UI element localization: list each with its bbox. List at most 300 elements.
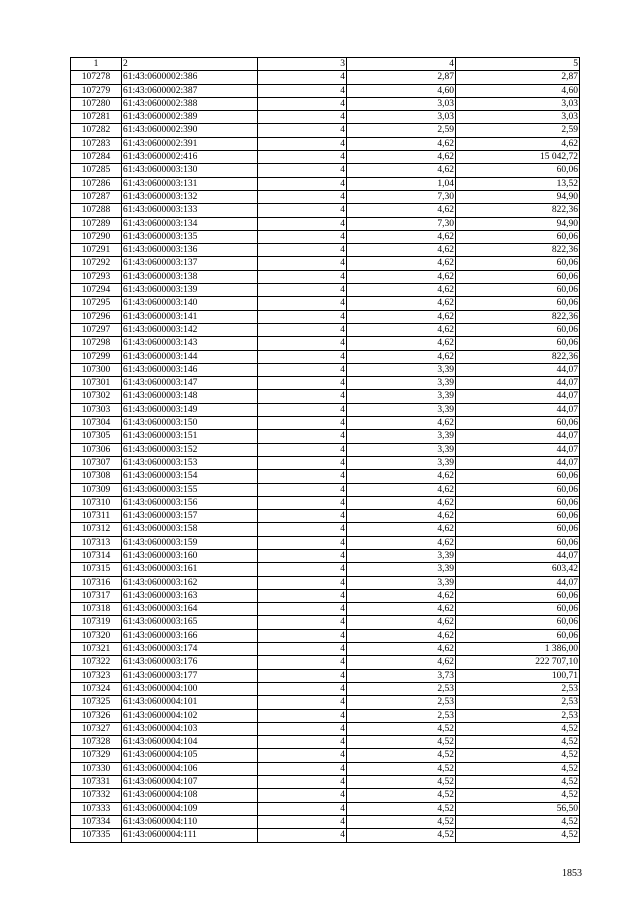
amount-cell: 222 707,10 — [456, 656, 580, 669]
category-cell: 4 — [258, 297, 347, 310]
row-number-cell: 107313 — [71, 536, 122, 549]
cadastral-number-cell: 61:43:0600003:163 — [122, 589, 258, 602]
amount-cell: 15 042,72 — [456, 151, 580, 164]
amount-cell: 822,36 — [456, 350, 580, 363]
amount-cell: 1 386,00 — [456, 643, 580, 656]
rate-cell: 4,52 — [347, 789, 456, 802]
rate-cell: 4,62 — [347, 629, 456, 642]
table-row — [71, 643, 580, 656]
table-row — [71, 656, 580, 669]
table-row — [71, 709, 580, 722]
rate-cell: 4,62 — [347, 137, 456, 150]
cadastral-number-cell: 61:43:0600003:135 — [122, 230, 258, 243]
rate-cell: 4,62 — [347, 510, 456, 523]
table-row — [71, 682, 580, 695]
row-number-cell: 107325 — [71, 696, 122, 709]
row-number-cell: 107335 — [71, 829, 122, 842]
rate-cell: 3,39 — [347, 390, 456, 403]
rate-cell: 4,60 — [347, 84, 456, 97]
amount-cell: 60,06 — [456, 496, 580, 509]
amount-cell: 822,36 — [456, 310, 580, 323]
rate-cell: 3,39 — [347, 363, 456, 376]
cadastral-number-cell: 61:43:0600003:143 — [122, 337, 258, 350]
category-cell: 4 — [258, 244, 347, 257]
table-row — [71, 815, 580, 828]
category-cell: 4 — [258, 430, 347, 443]
rate-cell: 4,62 — [347, 350, 456, 363]
rate-cell: 3,39 — [347, 377, 456, 390]
amount-cell: 2,59 — [456, 124, 580, 137]
table-row — [71, 563, 580, 576]
amount-cell: 44,07 — [456, 377, 580, 390]
table-row — [71, 616, 580, 629]
rate-cell: 4,62 — [347, 643, 456, 656]
row-number-cell: 107294 — [71, 284, 122, 297]
row-number-cell: 107284 — [71, 151, 122, 164]
category-cell: 4 — [258, 709, 347, 722]
table-row — [71, 151, 580, 164]
table-row — [71, 111, 580, 124]
table-row — [71, 829, 580, 842]
rate-cell: 4,52 — [347, 829, 456, 842]
category-cell: 4 — [258, 190, 347, 203]
rate-cell: 3,39 — [347, 403, 456, 416]
amount-cell: 100,71 — [456, 669, 580, 682]
amount-cell: 60,06 — [456, 297, 580, 310]
cadastral-number-cell: 61:43:0600002:386 — [122, 71, 258, 84]
table-row — [71, 403, 580, 416]
category-cell: 4 — [258, 177, 347, 190]
table-row — [71, 244, 580, 257]
table-row — [71, 496, 580, 509]
rate-cell: 7,30 — [347, 217, 456, 230]
cadastral-number-cell: 61:43:0600003:131 — [122, 177, 258, 190]
row-number-cell: 107312 — [71, 523, 122, 536]
category-cell: 4 — [258, 151, 347, 164]
amount-cell: 60,06 — [456, 323, 580, 336]
table-row — [71, 749, 580, 762]
rate-cell: 4,62 — [347, 310, 456, 323]
row-number-cell: 107323 — [71, 669, 122, 682]
row-number-cell: 107278 — [71, 71, 122, 84]
category-cell: 4 — [258, 536, 347, 549]
category-cell: 4 — [258, 97, 347, 110]
rate-cell: 4,52 — [347, 815, 456, 828]
cadastral-number-cell: 61:43:0600002:387 — [122, 84, 258, 97]
amount-cell: 4,52 — [456, 762, 580, 775]
table-row — [71, 589, 580, 602]
category-cell: 4 — [258, 71, 347, 84]
category-cell: 4 — [258, 84, 347, 97]
table-row — [71, 430, 580, 443]
rate-cell: 1,04 — [347, 177, 456, 190]
table-row — [71, 164, 580, 177]
row-number-cell: 107295 — [71, 297, 122, 310]
category-cell: 4 — [258, 124, 347, 137]
row-number-cell: 107305 — [71, 430, 122, 443]
cadastral-number-cell: 61:43:0600004:108 — [122, 789, 258, 802]
rate-cell: 4,62 — [347, 470, 456, 483]
category-cell: 4 — [258, 456, 347, 469]
amount-cell: 2,53 — [456, 709, 580, 722]
cadastral-number-cell: 61:43:0600003:176 — [122, 656, 258, 669]
table-row — [71, 536, 580, 549]
row-number-cell: 107303 — [71, 403, 122, 416]
table-row — [71, 776, 580, 789]
row-number-cell: 107330 — [71, 762, 122, 775]
amount-cell: 4,62 — [456, 137, 580, 150]
amount-cell: 44,07 — [456, 430, 580, 443]
cadastral-number-cell: 61:43:0600003:149 — [122, 403, 258, 416]
cadastral-number-cell: 61:43:0600003:134 — [122, 217, 258, 230]
table-row — [71, 483, 580, 496]
category-cell: 4 — [258, 217, 347, 230]
cadastral-number-cell: 61:43:0600004:100 — [122, 682, 258, 695]
rate-cell: 4,62 — [347, 523, 456, 536]
amount-cell: 60,06 — [456, 417, 580, 430]
table-row — [71, 417, 580, 430]
rate-cell: 3,39 — [347, 576, 456, 589]
cadastral-number-cell: 61:43:0600003:177 — [122, 669, 258, 682]
row-number-cell: 107297 — [71, 323, 122, 336]
category-cell: 4 — [258, 204, 347, 217]
category-cell: 4 — [258, 789, 347, 802]
cadastral-number-cell: 61:43:0600003:161 — [122, 563, 258, 576]
row-number-cell: 107300 — [71, 363, 122, 376]
amount-cell: 60,06 — [456, 603, 580, 616]
table-row — [71, 443, 580, 456]
row-number-cell: 107331 — [71, 776, 122, 789]
row-number-cell: 107322 — [71, 656, 122, 669]
category-cell: 4 — [258, 802, 347, 815]
table-row — [71, 523, 580, 536]
cadastral-number-cell: 61:43:0600003:162 — [122, 576, 258, 589]
cadastral-number-cell: 61:43:0600003:138 — [122, 270, 258, 283]
amount-cell: 4,52 — [456, 736, 580, 749]
category-cell: 4 — [258, 230, 347, 243]
row-number-cell: 107286 — [71, 177, 122, 190]
table-row — [71, 576, 580, 589]
category-cell: 4 — [258, 736, 347, 749]
row-number-cell: 107308 — [71, 470, 122, 483]
cadastral-number-cell: 61:43:0600003:137 — [122, 257, 258, 270]
table-row — [71, 270, 580, 283]
cadastral-number-cell: 61:43:0600003:150 — [122, 417, 258, 430]
amount-cell: 4,52 — [456, 829, 580, 842]
category-cell: 4 — [258, 377, 347, 390]
table-row — [71, 603, 580, 616]
row-number-cell: 107281 — [71, 111, 122, 124]
cadastral-number-cell: 61:43:0600002:391 — [122, 137, 258, 150]
table-row — [71, 137, 580, 150]
amount-cell: 44,07 — [456, 403, 580, 416]
row-number-cell: 107285 — [71, 164, 122, 177]
category-cell: 4 — [258, 776, 347, 789]
amount-cell: 60,06 — [456, 337, 580, 350]
table-row — [71, 736, 580, 749]
rate-cell: 3,39 — [347, 549, 456, 562]
row-number-cell: 107321 — [71, 643, 122, 656]
cadastral-number-cell: 61:43:0600003:148 — [122, 390, 258, 403]
category-cell: 4 — [258, 815, 347, 828]
cadastral-number-cell: 61:43:0600003:174 — [122, 643, 258, 656]
table-row — [71, 297, 580, 310]
category-cell: 4 — [258, 310, 347, 323]
rate-cell: 2,53 — [347, 696, 456, 709]
category-cell: 4 — [258, 483, 347, 496]
rate-cell: 4,52 — [347, 762, 456, 775]
row-number-cell: 107298 — [71, 337, 122, 350]
category-cell: 4 — [258, 164, 347, 177]
amount-cell: 4,52 — [456, 722, 580, 735]
table-row — [71, 284, 580, 297]
category-cell: 4 — [258, 496, 347, 509]
row-number-cell: 107293 — [71, 270, 122, 283]
row-number-cell: 107290 — [71, 230, 122, 243]
rate-cell: 4,62 — [347, 257, 456, 270]
amount-cell: 4,52 — [456, 815, 580, 828]
amount-cell: 13,52 — [456, 177, 580, 190]
cadastral-number-cell: 61:43:0600003:142 — [122, 323, 258, 336]
cadastral-number-cell: 61:43:0600004:102 — [122, 709, 258, 722]
row-number-cell: 107287 — [71, 190, 122, 203]
amount-cell: 94,90 — [456, 217, 580, 230]
cadastral-number-cell: 61:43:0600003:154 — [122, 470, 258, 483]
category-cell: 4 — [258, 696, 347, 709]
row-number-cell: 107328 — [71, 736, 122, 749]
page-number: 1853 — [562, 868, 582, 879]
cadastral-number-cell: 61:43:0600004:105 — [122, 749, 258, 762]
rate-cell: 3,03 — [347, 111, 456, 124]
table-row — [71, 363, 580, 376]
category-cell: 4 — [258, 417, 347, 430]
cadastral-number-cell: 61:43:0600002:389 — [122, 111, 258, 124]
amount-cell: 44,07 — [456, 576, 580, 589]
cadastral-number-cell: 61:43:0600002:416 — [122, 151, 258, 164]
amount-cell: 94,90 — [456, 190, 580, 203]
rate-cell: 4,62 — [347, 589, 456, 602]
cadastral-number-cell: 61:43:0600003:160 — [122, 549, 258, 562]
cadastral-number-cell: 61:43:0600003:166 — [122, 629, 258, 642]
category-cell: 4 — [258, 284, 347, 297]
category-cell: 4 — [258, 762, 347, 775]
row-number-cell: 107311 — [71, 510, 122, 523]
row-number-cell: 107310 — [71, 496, 122, 509]
row-number-cell: 107329 — [71, 749, 122, 762]
amount-cell: 60,06 — [456, 536, 580, 549]
row-number-cell: 107291 — [71, 244, 122, 257]
column-header-2: 2 — [122, 58, 258, 71]
table-row — [71, 84, 580, 97]
amount-cell: 3,03 — [456, 97, 580, 110]
category-cell: 4 — [258, 470, 347, 483]
table-row — [71, 762, 580, 775]
rate-cell: 4,62 — [347, 656, 456, 669]
rate-cell: 4,62 — [347, 483, 456, 496]
amount-cell: 60,06 — [456, 629, 580, 642]
category-cell: 4 — [258, 656, 347, 669]
row-number-cell: 107309 — [71, 483, 122, 496]
row-number-cell: 107282 — [71, 124, 122, 137]
cadastral-number-cell: 61:43:0600003:133 — [122, 204, 258, 217]
row-number-cell: 107304 — [71, 417, 122, 430]
cadastral-number-cell: 61:43:0600003:146 — [122, 363, 258, 376]
row-number-cell: 107299 — [71, 350, 122, 363]
category-cell: 4 — [258, 137, 347, 150]
category-cell: 4 — [258, 682, 347, 695]
table-row — [71, 629, 580, 642]
rate-cell: 4,52 — [347, 736, 456, 749]
rate-cell: 4,52 — [347, 749, 456, 762]
category-cell: 4 — [258, 629, 347, 642]
row-number-cell: 107296 — [71, 310, 122, 323]
amount-cell: 4,60 — [456, 84, 580, 97]
cadastral-number-cell: 61:43:0600003:132 — [122, 190, 258, 203]
rate-cell: 4,62 — [347, 151, 456, 164]
row-number-cell: 107279 — [71, 84, 122, 97]
cadastral-number-cell: 61:43:0600003:141 — [122, 310, 258, 323]
amount-cell: 2,53 — [456, 682, 580, 695]
table-row — [71, 456, 580, 469]
category-cell: 4 — [258, 549, 347, 562]
row-number-cell: 107334 — [71, 815, 122, 828]
cadastral-number-cell: 61:43:0600004:110 — [122, 815, 258, 828]
table-row — [71, 549, 580, 562]
table-row — [71, 696, 580, 709]
rate-cell: 3,39 — [347, 456, 456, 469]
cadastral-number-cell: 61:43:0600003:140 — [122, 297, 258, 310]
row-number-cell: 107289 — [71, 217, 122, 230]
rate-cell: 7,30 — [347, 190, 456, 203]
row-number-cell: 107318 — [71, 603, 122, 616]
amount-cell: 822,36 — [456, 204, 580, 217]
cadastral-number-cell: 61:43:0600004:104 — [122, 736, 258, 749]
cadastral-number-cell: 61:43:0600003:144 — [122, 350, 258, 363]
amount-cell: 60,06 — [456, 164, 580, 177]
category-cell: 4 — [258, 257, 347, 270]
category-cell: 4 — [258, 563, 347, 576]
category-cell: 4 — [258, 363, 347, 376]
row-number-cell: 107307 — [71, 456, 122, 469]
amount-cell: 60,06 — [456, 284, 580, 297]
rate-cell: 4,62 — [347, 244, 456, 257]
row-number-cell: 107315 — [71, 563, 122, 576]
rate-cell: 4,62 — [347, 337, 456, 350]
column-header-1: 1 — [71, 58, 122, 71]
rate-cell: 4,62 — [347, 164, 456, 177]
rate-cell: 3,39 — [347, 430, 456, 443]
amount-cell: 3,03 — [456, 111, 580, 124]
rate-cell: 4,62 — [347, 230, 456, 243]
row-number-cell: 107288 — [71, 204, 122, 217]
category-cell: 4 — [258, 443, 347, 456]
category-cell: 4 — [258, 603, 347, 616]
category-cell: 4 — [258, 722, 347, 735]
cadastral-number-cell: 61:43:0600003:158 — [122, 523, 258, 536]
rate-cell: 3,39 — [347, 443, 456, 456]
rate-cell: 4,62 — [347, 417, 456, 430]
cadastral-number-cell: 61:43:0600004:111 — [122, 829, 258, 842]
row-number-cell: 107333 — [71, 802, 122, 815]
table-row — [71, 377, 580, 390]
category-cell: 4 — [258, 589, 347, 602]
category-cell: 4 — [258, 669, 347, 682]
cadastral-number-cell: 61:43:0600004:103 — [122, 722, 258, 735]
table-row — [71, 802, 580, 815]
table-row — [71, 337, 580, 350]
rate-cell: 3,03 — [347, 97, 456, 110]
cadastral-number-cell: 61:43:0600003:151 — [122, 430, 258, 443]
row-number-cell: 107292 — [71, 257, 122, 270]
amount-cell: 44,07 — [456, 390, 580, 403]
category-cell: 4 — [258, 270, 347, 283]
rate-cell: 4,52 — [347, 776, 456, 789]
amount-cell: 44,07 — [456, 443, 580, 456]
amount-cell: 56,50 — [456, 802, 580, 815]
table-row — [71, 124, 580, 137]
category-cell: 4 — [258, 510, 347, 523]
row-number-cell: 107320 — [71, 629, 122, 642]
rate-cell: 4,62 — [347, 323, 456, 336]
cadastral-number-cell: 61:43:0600003:136 — [122, 244, 258, 257]
table-body — [71, 71, 580, 842]
rate-cell: 4,62 — [347, 297, 456, 310]
category-cell: 4 — [258, 337, 347, 350]
amount-cell: 44,07 — [456, 363, 580, 376]
table-row — [71, 470, 580, 483]
category-cell: 4 — [258, 323, 347, 336]
cadastral-number-cell: 61:43:0600003:159 — [122, 536, 258, 549]
table-row — [71, 310, 580, 323]
table-row — [71, 323, 580, 336]
row-number-cell: 107302 — [71, 390, 122, 403]
table-row — [71, 669, 580, 682]
cadastral-number-cell: 61:43:0600003:130 — [122, 164, 258, 177]
cadastral-number-cell: 61:43:0600002:390 — [122, 124, 258, 137]
category-cell: 4 — [258, 576, 347, 589]
amount-cell: 60,06 — [456, 230, 580, 243]
category-cell: 4 — [258, 390, 347, 403]
amount-cell: 2,53 — [456, 696, 580, 709]
row-number-cell: 107301 — [71, 377, 122, 390]
amount-cell: 60,06 — [456, 523, 580, 536]
rate-cell: 4,52 — [347, 722, 456, 735]
rate-cell: 3,39 — [347, 563, 456, 576]
rate-cell: 2,59 — [347, 124, 456, 137]
table-row — [71, 230, 580, 243]
row-number-cell: 107316 — [71, 576, 122, 589]
amount-cell: 4,52 — [456, 776, 580, 789]
table-row — [71, 97, 580, 110]
cadastral-number-cell: 61:43:0600004:101 — [122, 696, 258, 709]
amount-cell: 4,52 — [456, 789, 580, 802]
row-number-cell: 107314 — [71, 549, 122, 562]
cadastral-number-cell: 61:43:0600003:153 — [122, 456, 258, 469]
table-row — [71, 217, 580, 230]
cadastral-number-cell: 61:43:0600004:106 — [122, 762, 258, 775]
rate-cell: 4,62 — [347, 616, 456, 629]
rate-cell: 2,53 — [347, 709, 456, 722]
cadastral-number-cell: 61:43:0600002:388 — [122, 97, 258, 110]
table-row — [71, 789, 580, 802]
table-row — [71, 390, 580, 403]
cadastral-number-cell: 61:43:0600003:165 — [122, 616, 258, 629]
amount-cell: 822,36 — [456, 244, 580, 257]
column-header-5: 5 — [456, 58, 580, 71]
table-row — [71, 257, 580, 270]
amount-cell: 60,06 — [456, 257, 580, 270]
amount-cell: 603,42 — [456, 563, 580, 576]
